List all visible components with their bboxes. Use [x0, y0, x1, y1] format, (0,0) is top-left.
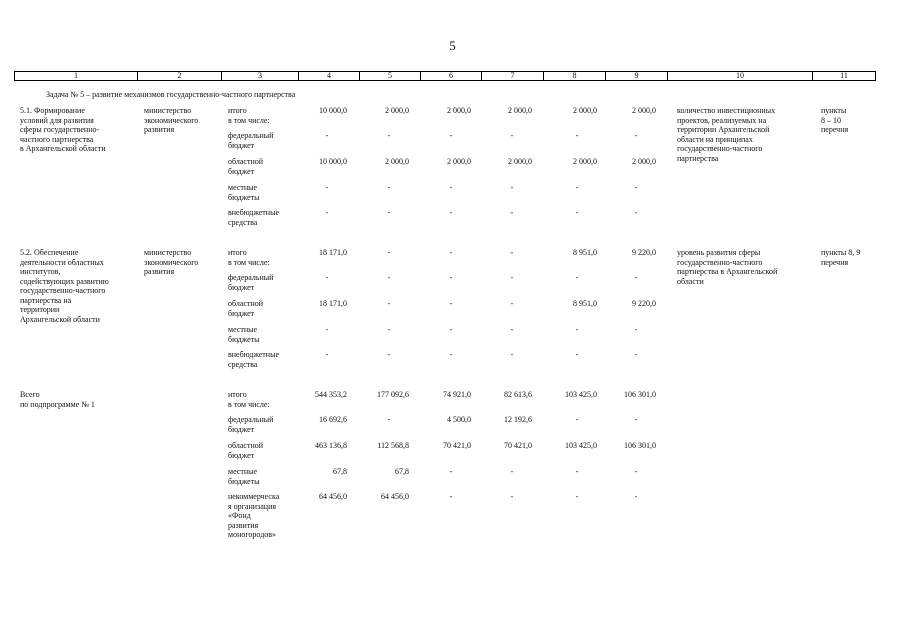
column-number: 2	[138, 72, 222, 81]
column-number: 8	[544, 72, 606, 81]
empty-value: -	[449, 350, 453, 359]
executor-line: министерство	[144, 106, 192, 115]
column-number: 1	[15, 72, 138, 81]
column-number: 11	[813, 72, 876, 81]
indicator-line: государственно-частного	[677, 144, 763, 153]
activity-name-line: условий для развития	[20, 115, 94, 125]
funding-value: 106 301,0	[624, 441, 656, 450]
activity-name-line: сферы государственно-	[20, 125, 100, 134]
funding-value: 9 220,0	[632, 248, 656, 257]
funding-value: 2 000,0	[447, 106, 471, 115]
funding-source-line: некоммерческа	[228, 492, 280, 501]
funding-value: 112 568,8	[377, 441, 409, 450]
empty-value: -	[449, 183, 453, 192]
executor-line: экономического	[144, 257, 199, 267]
activity-name-line: по подпрограмме № 1	[20, 399, 95, 409]
funding-value: 67,8	[395, 467, 409, 476]
empty-value: -	[449, 208, 453, 217]
empty-value: -	[387, 131, 391, 140]
empty-value: -	[634, 183, 638, 192]
funding-value: 70 421,0	[504, 441, 532, 450]
empty-value: -	[449, 248, 453, 257]
empty-value: -	[325, 208, 329, 217]
empty-value: -	[325, 273, 329, 282]
column-number: 10	[668, 72, 813, 81]
funding-value: 4 500,0	[447, 415, 471, 424]
funding-source-line: федеральный	[228, 273, 274, 282]
empty-value: -	[575, 325, 579, 334]
empty-value: -	[575, 131, 579, 140]
funding-source-line: бюджет	[228, 140, 255, 150]
funding-source-line: средства	[228, 217, 258, 227]
funding-source-line: моногородов»	[228, 530, 277, 539]
funding-source-line: в том числе:	[228, 115, 270, 125]
funding-source-line: бюджет	[228, 308, 255, 318]
activity-name-line: территории	[20, 305, 60, 314]
activity-name-line: деятельности областных	[20, 257, 104, 267]
empty-value: -	[387, 325, 391, 334]
indicator-line: партнерства	[677, 153, 719, 163]
funding-source-line: местные	[228, 183, 258, 192]
funding-source-line: областной	[228, 157, 264, 166]
funding-source-line: бюджеты	[228, 192, 260, 202]
empty-value: -	[575, 350, 579, 359]
funding-source-line: внебюджетные	[228, 350, 279, 359]
empty-value: -	[387, 299, 391, 308]
column-number-header	[14, 71, 876, 81]
funding-source-line: в том числе:	[228, 399, 270, 409]
indicator-line: государственно-частного	[677, 257, 763, 267]
funding-value: 2 000,0	[447, 157, 471, 166]
executor-line: развития	[144, 267, 175, 276]
funding-source-line: развития	[228, 520, 259, 530]
funding-value: 12 192,6	[504, 415, 532, 424]
funding-value: 2 000,0	[573, 106, 597, 115]
funding-source-line: бюджет	[228, 282, 255, 292]
empty-value: -	[510, 492, 514, 501]
funding-value: 64 456,0	[319, 492, 347, 501]
empty-value: -	[634, 492, 638, 501]
indicator-line: количество инвестиционных	[677, 106, 776, 115]
empty-value: -	[510, 183, 514, 192]
empty-value: -	[634, 273, 638, 282]
executor-line: экономического	[144, 115, 199, 125]
funding-source-line: местные	[228, 467, 258, 476]
funding-value: 2 000,0	[632, 157, 656, 166]
empty-value: -	[634, 325, 638, 334]
funding-value: 10 000,0	[319, 157, 347, 166]
empty-value: -	[575, 467, 579, 476]
funding-value: 2 000,0	[508, 157, 532, 166]
funding-source-line: в том числе:	[228, 257, 270, 267]
funding-value: 2 000,0	[632, 106, 656, 115]
indicator-line: территории Архангельской	[677, 125, 770, 134]
column-number: 3	[222, 72, 299, 81]
funding-value: 463 136,8	[315, 441, 347, 450]
empty-value: -	[575, 183, 579, 192]
list-points-line: пункты 8, 9	[821, 248, 861, 257]
funding-value: 103 425,0	[565, 441, 597, 450]
activity-name-line: Архангельской области	[20, 314, 100, 324]
funding-value: 106 301,0	[624, 390, 656, 399]
funding-source-line: «Фонд	[228, 511, 251, 520]
empty-value: -	[325, 131, 329, 140]
activity-name-line: частного партнерства	[20, 134, 94, 144]
activity-name-line: партнерства на	[20, 295, 72, 305]
funding-source-line: итого	[228, 390, 247, 399]
empty-value: -	[575, 208, 579, 217]
funding-value: 177 092,6	[377, 390, 409, 399]
funding-source-line: бюджет	[228, 450, 255, 460]
empty-value: -	[387, 350, 391, 359]
empty-value: -	[510, 273, 514, 282]
funding-value: 74 921,0	[443, 390, 471, 399]
empty-value: -	[634, 415, 638, 424]
activity-name-line: в Архангельской области	[20, 144, 106, 153]
empty-value: -	[510, 350, 514, 359]
funding-value: 70 421,0	[443, 441, 471, 450]
empty-value: -	[325, 325, 329, 334]
funding-value: 2 000,0	[385, 106, 409, 115]
empty-value: -	[449, 467, 453, 476]
funding-source-line: областной	[228, 441, 264, 450]
empty-value: -	[575, 415, 579, 424]
funding-source-line: бюджеты	[228, 334, 260, 344]
funding-source-line: средства	[228, 359, 258, 369]
column-number: 4	[299, 72, 360, 81]
indicator-line: области на принципах	[677, 134, 753, 144]
activity-name-line: Всего	[20, 390, 40, 399]
empty-value: -	[449, 325, 453, 334]
funding-value: 544 353,2	[315, 390, 347, 399]
funding-value: 16 692,6	[319, 415, 347, 424]
funding-value: 10 000,0	[319, 106, 347, 115]
funding-source-line: бюджеты	[228, 476, 260, 486]
empty-value: -	[449, 299, 453, 308]
empty-value: -	[575, 273, 579, 282]
funding-value: 2 000,0	[385, 157, 409, 166]
funding-value: 2 000,0	[573, 157, 597, 166]
funding-source-line: федеральный	[228, 131, 274, 140]
funding-source-line: бюджет	[228, 166, 255, 176]
empty-value: -	[510, 325, 514, 334]
empty-value: -	[387, 273, 391, 282]
list-points-line: 8 – 10	[821, 115, 841, 125]
activity-name-line: содействующих развитию	[20, 276, 109, 286]
empty-value: -	[387, 183, 391, 192]
column-number: 5	[360, 72, 421, 81]
funding-value: 2 000,0	[508, 106, 532, 115]
empty-value: -	[510, 131, 514, 140]
empty-value: -	[387, 208, 391, 217]
funding-source-line: федеральный	[228, 415, 274, 424]
page-number: 5	[449, 38, 456, 53]
column-number: 9	[606, 72, 668, 81]
executor-line: министерство	[144, 248, 192, 257]
empty-value: -	[634, 350, 638, 359]
funding-source-line: бюджет	[228, 424, 255, 434]
indicator-line: области	[677, 276, 704, 286]
funding-value: 18 171,0	[319, 299, 347, 308]
funding-source-line: я организация	[228, 501, 277, 511]
funding-source-line: областной	[228, 299, 264, 308]
empty-value: -	[449, 131, 453, 140]
empty-value: -	[634, 467, 638, 476]
empty-value: -	[510, 248, 514, 257]
activity-name-line: 5.2. Обеспечение	[20, 248, 79, 257]
column-number: 7	[482, 72, 544, 81]
funding-source-line: итого	[228, 248, 247, 257]
empty-value: -	[387, 248, 391, 257]
indicator-line: партнерства в Архангельской	[677, 267, 778, 276]
empty-value: -	[325, 350, 329, 359]
empty-value: -	[575, 492, 579, 501]
executor-line: развития	[144, 125, 175, 134]
funding-value: 18 171,0	[319, 248, 347, 257]
empty-value: -	[449, 492, 453, 501]
funding-value: 9 220,0	[632, 299, 656, 308]
list-points-line: перечня	[821, 257, 849, 267]
empty-value: -	[510, 208, 514, 217]
empty-value: -	[325, 183, 329, 192]
empty-value: -	[449, 273, 453, 282]
list-points-line: пункты	[821, 106, 847, 115]
funding-value: 67,8	[333, 467, 347, 476]
task-title: Задача № 5 – развитие механизмов государственно-частного партнерства	[46, 90, 296, 99]
funding-value: 82 613,6	[504, 390, 532, 399]
funding-value: 103 425,0	[565, 390, 597, 399]
funding-value: 64 456,0	[381, 492, 409, 501]
list-points-line: перечня	[821, 125, 849, 134]
empty-value: -	[510, 299, 514, 308]
indicator-line: проектов, реализуемых на	[677, 115, 767, 125]
funding-source-line: итого	[228, 106, 247, 115]
funding-source-line: местные	[228, 325, 258, 334]
empty-value: -	[634, 131, 638, 140]
activity-name-line: государственно-частного	[20, 286, 106, 295]
empty-value: -	[634, 208, 638, 217]
funding-value: 8 951,0	[573, 248, 597, 257]
column-number: 6	[421, 72, 482, 81]
activity-name-line: институтов,	[20, 267, 61, 276]
funding-value: 8 951,0	[573, 299, 597, 308]
empty-value: -	[510, 467, 514, 476]
activity-name-line: 5.1. Формирование	[20, 106, 85, 115]
indicator-line: уровень развития сферы	[677, 248, 761, 257]
empty-value: -	[387, 415, 391, 424]
funding-source-line: внебюджетные	[228, 208, 279, 217]
